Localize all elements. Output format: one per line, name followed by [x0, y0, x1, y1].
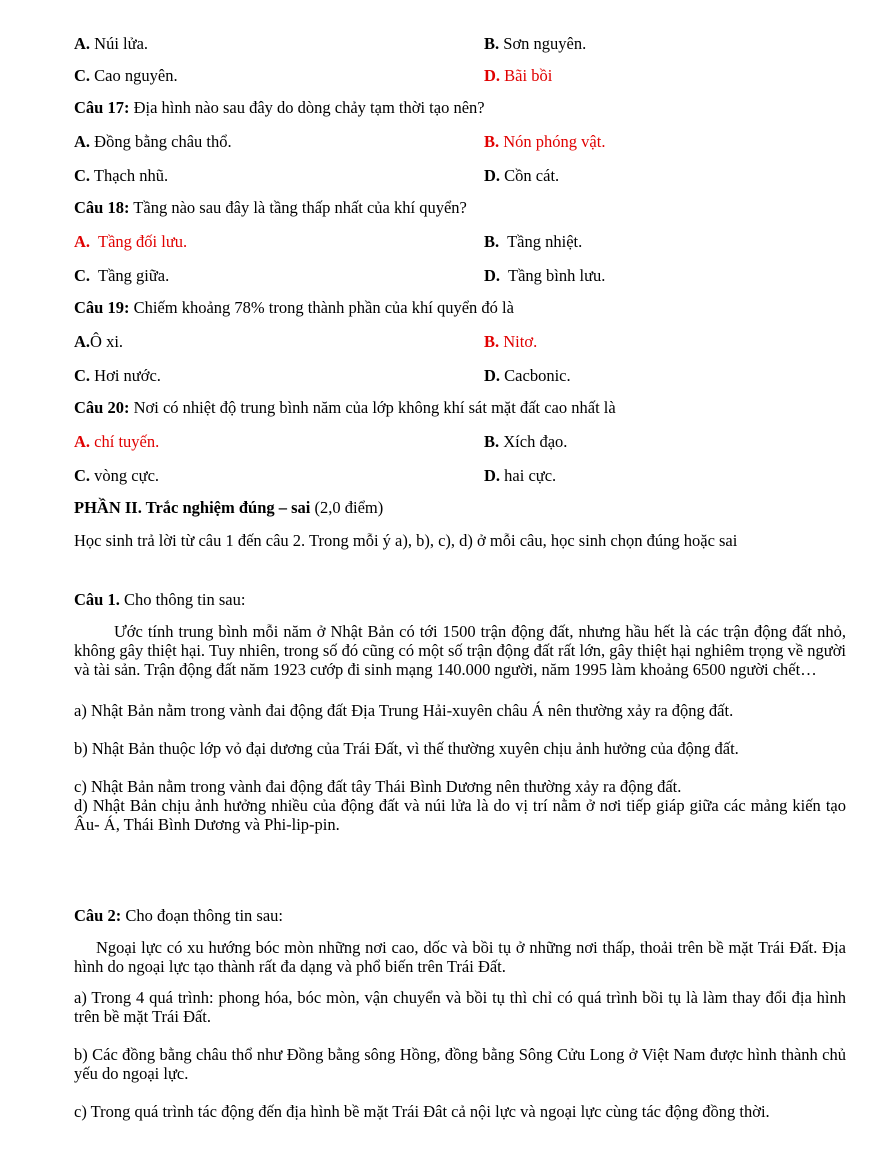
cau-2-statement-a: a) Trong 4 quá trình: phong hóa, bóc mòn, vận chuyển và bồi tụ thì chỉ có quá trình bồi tụ là làm thay đổi địa hình trên bề mặt Trái Đất.: [74, 988, 846, 1026]
question-18: Câu 18: Tầng nào sau đây là tầng thấp nhất của khí quyển?: [74, 198, 467, 217]
cau-1-heading: Câu 1. Cho thông tin sau:: [74, 590, 246, 609]
cau-1-statement-c: c) Nhật Bản nằm trong vành đai động đất tây Thái Bình Dương nên thường xảy ra động đất.: [74, 777, 682, 796]
q20-option-a-answer: A. chí tuyến.: [74, 432, 160, 451]
q18-option-b: B. Tầng nhiệt.: [484, 232, 583, 251]
cau-2-statement-c: c) Trong quá trình tác động đến địa hình bề mặt Trái Đât cả nội lực và ngoại lực cùng tác động đồng thời.: [74, 1102, 770, 1121]
cau-2-passage: Ngoại lực có xu hướng bóc mòn những nơi cao, dốc và bồi tụ ở những nơi thấp, thoải trên bề mặt Trái Đất. Địa hình do ngoại lực tạo thành rất đa dạng và phổ biến trên Trái Đất.: [74, 938, 846, 976]
question-19: Câu 19: Chiếm khoảng 78% trong thành phần của khí quyển đó là: [74, 298, 514, 317]
q19-option-b-answer: B. Nitơ.: [484, 332, 538, 351]
q19-option-c: C. Hơi nước.: [74, 366, 161, 385]
q19-option-d: D. Cacbonic.: [484, 366, 571, 385]
q20-option-d: D. hai cực.: [484, 466, 557, 485]
option-a: A. Núi lửa.: [74, 34, 149, 53]
q17-option-b-answer: B. Nón phóng vật.: [484, 132, 606, 151]
instructions: Học sinh trả lời từ câu 1 đến câu 2. Trong mỗi ý a), b), c), d) ở mỗi câu, học sinh chọn đúng hoặc sai: [74, 531, 738, 550]
question-20: Câu 20: Nơi có nhiệt độ trung bình năm của lớp không khí sát mặt đất cao nhất là: [74, 398, 616, 417]
option-c: C. Cao nguyên.: [74, 66, 178, 85]
option-d-answer: D. Bãi bồi: [484, 66, 553, 85]
option-b: B. Sơn nguyên.: [484, 34, 587, 53]
q17-option-d: D. Cồn cát.: [484, 166, 560, 185]
section-heading: PHẦN II. Trắc nghiệm đúng – sai (2,0 điểm): [74, 498, 384, 517]
q19-option-a: A.Ô xi.: [74, 332, 124, 351]
q17-option-a: A. Đồng bằng châu thổ.: [74, 132, 232, 151]
cau-1-statement-d: d) Nhật Bản chịu ảnh hưởng nhiều của động đất và núi lửa là do vị trí nằm ở nơi tiếp giáp giữa các mảng kiến tạo Âu- Á, Thái Bình Dương và Phi-lip-pin.: [74, 796, 846, 834]
q20-option-b: B. Xích đạo.: [484, 432, 568, 451]
cau-2-statement-b: b) Các đồng bằng châu thổ như Đồng bằng sông Hồng, đồng bằng Sông Cửu Long ở Việt Nam được hình thành chủ yếu do ngoại lực.: [74, 1045, 846, 1083]
q17-option-c: C. Thạch nhũ.: [74, 166, 169, 185]
cau-1-statement-b: b) Nhật Bản thuộc lớp vỏ đại dương của Trái Đất, vì thế thường xuyên chịu ảnh hưởng của động đất.: [74, 739, 739, 758]
q18-option-a-answer: A. Tầng đối lưu.: [74, 232, 188, 251]
cau-1-statement-a: a) Nhật Bản nằm trong vành đai động đất Địa Trung Hải-xuyên châu Á nên thường xảy ra động đất.: [74, 701, 734, 720]
q20-option-c: C. vòng cực.: [74, 466, 160, 485]
cau-2-heading: Câu 2: Cho đoạn thông tin sau:: [74, 906, 284, 925]
q18-option-d: D. Tầng bình lưu.: [484, 266, 606, 285]
q18-option-c: C. Tầng giữa.: [74, 266, 170, 285]
cau-1-passage: Ước tính trung bình mỗi năm ở Nhật Bản có tới 1500 trận động đất, nhưng hầu hết là các trận động đất nhỏ, không gây thiệt hại. Tuy nhiên, trong số đó cũng có một số trận động đất rất lớn, gây thiệt hại nghiêm trọng về người và tài sản. Trận động đất năm 1923 cướp đi sinh mạng 140.000 người, năm 1995 làm khoảng 6500 người chết…: [74, 622, 847, 679]
question-17: Câu 17: Địa hình nào sau đây do dòng chảy tạm thời tạo nên?: [74, 98, 485, 117]
